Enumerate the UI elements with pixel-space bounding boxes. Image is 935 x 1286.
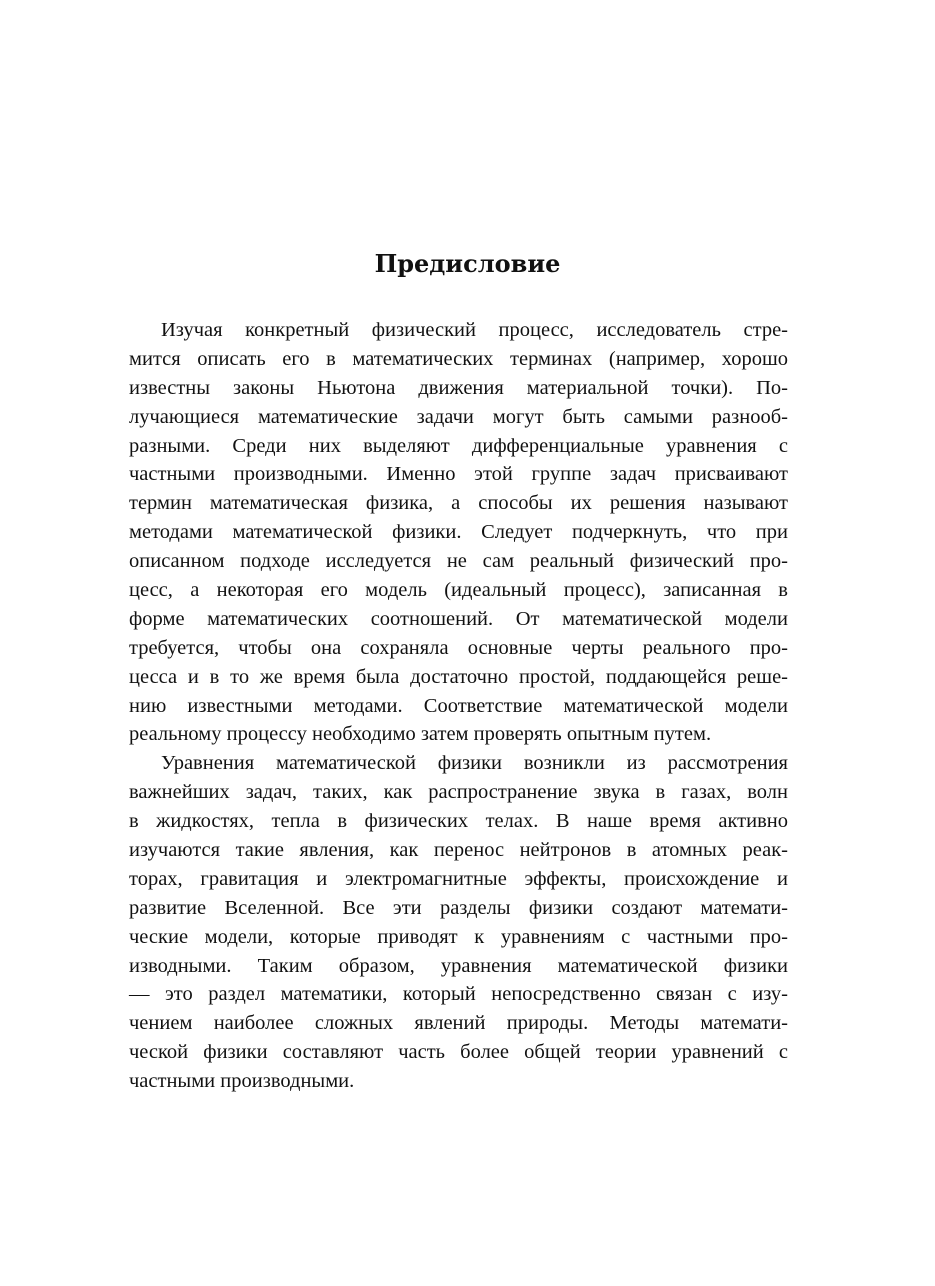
text-line: изучаются такие явления, как перенос нейтронов в атомных реак- [129,839,788,862]
text-line: цесса и в то же время была достаточно простой, поддающейся реше- [129,665,788,688]
text-line: — это раздел математики, который непосредственно связан с изу- [129,983,788,1006]
text-line: методами математической физики. Следует подчеркнуть, что при [129,521,788,544]
text-line: цесс, а некоторая его модель (идеальный процесс), записанная в [129,579,788,602]
text-line: описанном подходе исследуется не сам реальный физический про- [129,550,788,573]
paragraph-1 [129,316,788,749]
text-line: требуется, чтобы она сохраняла основные черты реального про- [129,636,788,659]
text-line: важнейших задач, таких, как распространение звука в газах, волн [129,781,788,804]
text-line: лучающиеся математические задачи могут быть самыми разнооб- [129,405,788,428]
text-line: в жидкостях, тепла в физических телах. В наше время активно [129,810,788,833]
text-line: развитие Вселенной. Все эти разделы физики создают математи- [129,896,788,919]
paragraph-2 [129,749,788,1096]
text-line: изводными. Таким образом, уравнения математической физики [129,954,788,977]
text-line: мится описать его в математических терминах (например, хорошо [129,347,788,370]
body-text [129,316,788,1096]
text-line: разными. Среди них выделяют дифференциальные уравнения с [129,434,788,457]
text-line: форме математических соотношений. От математической модели [129,607,788,630]
text-line: ческие модели, которые приводят к уравнениям с частными про- [129,925,788,948]
text-line: Изучая конкретный физический процесс, исследователь стре- [161,319,788,341]
text-line: частными производными. Именно этой группе задач присваивают [129,463,788,486]
text-line: термин математическая физика, а способы их решения называют [129,492,788,515]
text-line: торах, гравитация и электромагнитные эффекты, происхождение и [129,867,788,890]
text-line: реальному процессу необходимо затем проверять опытным путем. [129,723,712,746]
text-line: чением наиболее сложных явлений природы. Методы математи- [129,1012,788,1035]
text-line: Уравнения математической физики возникли из рассмотрения [161,752,788,775]
text-line: известны законы Ньютона движения материальной точки). По- [129,376,788,399]
text-line: ческой физики составляют часть более общей теории уравнений с [129,1041,788,1064]
text-line: нию известными методами. Соответствие математической модели [129,694,788,717]
page-title: Предисловие [374,249,561,278]
text-line: частными производными. [129,1070,355,1093]
